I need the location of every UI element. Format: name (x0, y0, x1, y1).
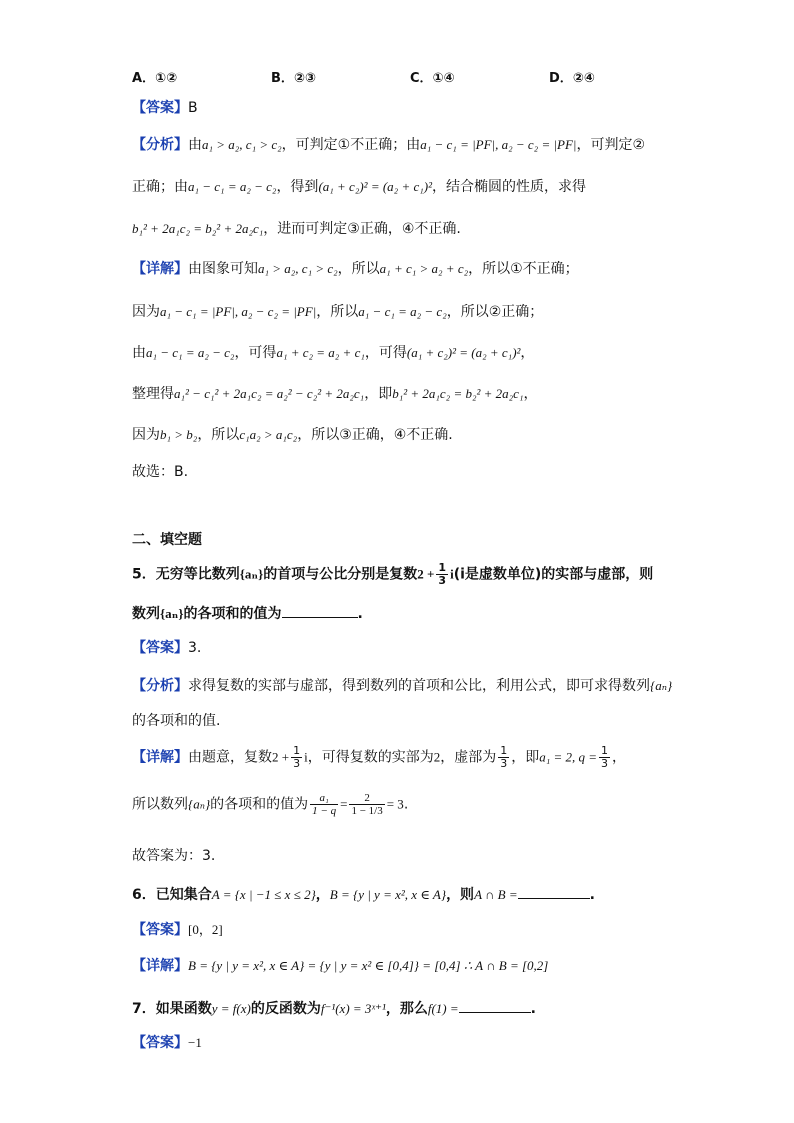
text: ，即 (511, 749, 540, 766)
formula: f⁻¹(x) = 3ˣ⁺¹ (320, 1001, 386, 1016)
fraction (498, 745, 509, 770)
denominator: 3 (438, 574, 447, 587)
formula: c₁a₂ > a₁c₂ (239, 427, 298, 442)
text: 由图象可知 (188, 261, 258, 277)
denominator: 3 (293, 757, 301, 770)
formula: a₁² − c₁² + 2a₁c₂ = a₂² − c₂² + 2a₂c₁ (174, 386, 365, 401)
detail-tag: 【详解】 (132, 261, 188, 277)
text: 所以数列 (132, 796, 188, 813)
numerator: 1 (293, 744, 301, 757)
text: ， (315, 887, 330, 903)
q4-detail-line-1 (132, 259, 579, 279)
text: 由 (188, 137, 202, 153)
q5-answer (132, 638, 201, 658)
denominator: 1 − 1/3 (351, 805, 383, 817)
formula: f(1) = (427, 1001, 459, 1016)
text: 整理得 (132, 386, 174, 402)
choice-d: D．②④ (549, 71, 595, 86)
text: 7．如果函数 (132, 1001, 212, 1017)
formula: b₁ > b₂ (160, 427, 198, 442)
q4-detail-line-2 (132, 302, 543, 322)
q4-analysis-line-2 (132, 177, 586, 197)
q4-answer (132, 98, 198, 118)
formula: B = {y | y = x², x ∈ A} = {y | y = x² ∈ [0,4]} = [0,4] ∴ A ∩ B = [0,2] (188, 958, 549, 973)
text: ，所以 (337, 261, 380, 277)
formula: i (450, 566, 454, 582)
q4-conclusion: 故选：B. (132, 464, 189, 480)
numerator: a₁ (310, 792, 338, 805)
answer-tag: 【答案】 (132, 922, 188, 938)
answer-tag: 【答案】 (132, 1035, 188, 1051)
formula: a₁ − c₁ = a₂ − c₂ (146, 345, 235, 360)
text: ，进而可判定③正确，④不正确. (263, 221, 461, 237)
q4-detail-line-5 (132, 425, 453, 445)
formula: A ∩ B = (474, 887, 518, 902)
text: ，所以 (197, 427, 240, 443)
fraction (349, 792, 384, 817)
text: . (530, 1001, 536, 1017)
formula: a₁ > a₂, c₁ > c₂ (258, 261, 338, 276)
formula: a₁ = 2, q = (539, 749, 598, 765)
text: 的反函数为 (250, 1001, 321, 1017)
q4-analysis-line-3 (132, 219, 461, 239)
formula: (a₁ + c₂)² = (a₂ + c₁)² (318, 179, 432, 194)
equals: = (340, 796, 348, 812)
choice-a: A．①② (132, 71, 178, 86)
text: 因为 (132, 427, 160, 443)
text: ，所以 (316, 304, 359, 320)
text: 数列 (132, 606, 160, 622)
text: ，虚部为 (440, 749, 497, 766)
text: 由 (132, 345, 146, 361)
formula: 2 (433, 749, 441, 765)
detail-tag: 【详解】 (132, 749, 188, 766)
q5-stem-line-2 (132, 603, 363, 624)
q6-stem (132, 884, 595, 905)
choice-b: B．②③ (271, 71, 316, 86)
text: ，所以②正确； (446, 304, 544, 320)
formula: {aₙ} (160, 606, 184, 621)
formula: b₁² + 2a₁c₂ = b₂² + 2a₂c₁ (392, 386, 524, 401)
detail-tag: 【详解】 (132, 958, 188, 974)
text: ，所以①不正确； (468, 261, 579, 277)
text: 求得复数的实部与虚部，得到数列的首项和公比，利用公式，即可求得数列 (188, 678, 650, 694)
q4-detail-line-3 (132, 343, 534, 363)
q7-answer (132, 1033, 202, 1053)
answer-value: −1 (188, 1035, 202, 1050)
text: ，可得复数的实部为 (307, 749, 434, 766)
formula: i (304, 749, 308, 765)
formula: a₁ > a₂, c₁ > c₂ (202, 137, 282, 152)
text: 正确；由 (132, 179, 188, 195)
denominator: 1 − q (312, 805, 337, 817)
text: ，可得 (364, 345, 407, 361)
numerator: 1 (601, 744, 609, 757)
formula: 2 + (417, 566, 435, 582)
answer-blank (459, 998, 531, 1013)
q6-detail (132, 956, 548, 976)
choice-c: C．①④ (410, 71, 455, 86)
fraction (310, 792, 338, 817)
text: ，所以③正确，④不正确. (297, 427, 453, 443)
analysis-tag: 【分析】 (132, 137, 188, 153)
numerator: 1 (438, 561, 447, 574)
text: ，可判定② (576, 137, 646, 153)
text: ，那么 (385, 1001, 428, 1017)
text: ，即 (364, 386, 393, 402)
text: ， (523, 386, 538, 402)
q5-analysis-line-2: 的各项和的值. (132, 713, 221, 729)
text: ，结合椭圆的性质，求得 (431, 179, 586, 195)
text: ，可判定①不正确；由 (281, 137, 421, 153)
formula: 2 + (272, 749, 290, 765)
q5-stem-line-1 (132, 562, 653, 587)
answer-value: 3. (188, 640, 202, 656)
result: = 3 (386, 796, 404, 812)
text: (i是虚数单位)的实部与虚部，则 (453, 566, 654, 583)
q4-analysis-line-1 (132, 135, 645, 155)
answer-value: B (188, 100, 198, 116)
answer-tag: 【答案】 (132, 100, 188, 116)
formula: y = f(x) (211, 1001, 251, 1016)
section-title: 二、填空题 (132, 532, 202, 548)
text: ，得到 (276, 179, 319, 195)
numerator: 1 (500, 744, 508, 757)
text: 的首项与公比分别是复数 (263, 566, 418, 583)
text: 6．已知集合 (132, 887, 212, 903)
text: 因为 (132, 304, 160, 320)
text: 由题意，复数 (188, 749, 272, 766)
formula: a₁ − c₁ = |PF|, a₂ − c₂ = |PF| (420, 137, 577, 152)
formula: B = {y | y = x², x ∈ A} (329, 887, 447, 902)
text: ，可得 (234, 345, 277, 361)
text: ，则 (446, 887, 475, 903)
q4-detail-line-4 (132, 384, 537, 404)
fraction (291, 745, 302, 770)
answer-tag: 【答案】 (132, 640, 188, 656)
text: 的各项和的值为 (210, 796, 309, 813)
q5-detail-line-1 (132, 745, 626, 770)
formula: (a₁ + c₂)² = (a₂ + c₁)² (406, 345, 521, 360)
q6-answer (132, 920, 223, 940)
text: . (589, 887, 595, 903)
formula: a₁ − c₁ = a₂ − c₂ (358, 304, 447, 319)
text: ， (612, 749, 627, 766)
q7-stem (132, 998, 536, 1019)
formula: a₁ − c₁ = |PF|, a₂ − c₂ = |PF| (160, 304, 317, 319)
denominator: 3 (601, 757, 609, 770)
denominator: 3 (500, 757, 508, 770)
q5-detail-line-2 (132, 792, 408, 817)
answer-value: [0，2] (188, 922, 223, 937)
formula: {aₙ} (650, 678, 673, 693)
answer-blank (518, 884, 590, 899)
formula: {aₙ} (188, 796, 211, 812)
q5-conclusion: 故答案为：3. (132, 848, 216, 864)
formula: a₁ + c₂ = a₂ + c₁ (276, 345, 365, 360)
text: 5．无穷等比数列 (132, 566, 240, 583)
formula: {aₙ} (239, 566, 264, 582)
answer-blank (282, 603, 358, 618)
fraction (436, 562, 448, 587)
formula: A = {x | −1 ≤ x ≤ 2} (211, 887, 316, 902)
formula: a₁ + c₁ > a₂ + c₂ (379, 261, 469, 276)
text: . (403, 796, 409, 813)
q5-analysis-line-1 (132, 676, 672, 696)
formula: b₁² + 2a₁c₂ = b₂² + 2a₂c₁ (132, 221, 264, 236)
analysis-tag: 【分析】 (132, 678, 188, 694)
numerator: 2 (349, 792, 384, 805)
text: . (357, 606, 363, 622)
formula: a₁ − c₁ = a₂ − c₂ (188, 179, 277, 194)
text: ， (520, 345, 535, 361)
fraction (599, 745, 610, 770)
text: 的各项和的值为 (183, 606, 282, 622)
